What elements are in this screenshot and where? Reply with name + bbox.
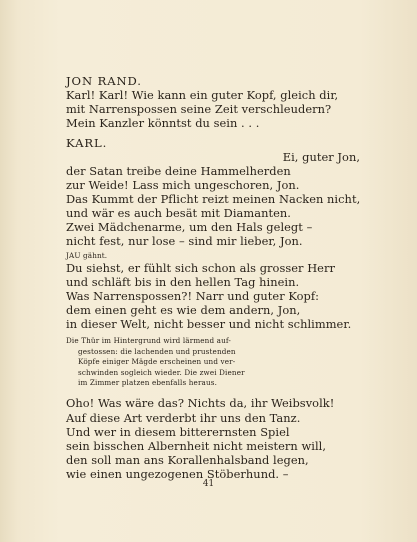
verse-line: Mein Kanzler könntst du sein . . . — [66, 116, 260, 131]
verse-line: Karl! Karl! Wie kann ein guter Kopf, gleich dir, — [66, 88, 339, 103]
stage-direction: Köpfe einiger Mägde erscheinen und ver- — [78, 357, 236, 367]
verse-line: der Satan treibe deine Hammelherden — [66, 163, 291, 178]
verse-line: mit Narrenspossen seine Zeit verschleudern? — [66, 102, 332, 117]
stage-direction: schwinden sogleich wieder. Die zwei Diener — [78, 367, 245, 377]
verse-line: Oho! Was wäre das? Nichts da, ihr Weibsvolk! — [66, 396, 335, 411]
verse-line: Das Kummt der Pflicht reizt meinen Nacken nicht, — [66, 192, 361, 207]
verse-line-right: Ei, guter Jon, — [282, 149, 360, 164]
verse-line: Auf diese Art verderbt ihr uns den Tanz. — [66, 410, 301, 425]
verse-line: dem einen geht es wie dem andern, Jon, — [66, 303, 301, 318]
speaker-karl: KARL. — [66, 135, 108, 150]
verse-line: sein bisschen Albernheit nicht meistern will, — [66, 438, 327, 453]
verse-line: Zwei Mädchenarme, um den Hals gelegt – — [66, 220, 313, 235]
verse-line: Und wer in diesem bitterernsten Spiel — [66, 424, 290, 439]
speaker-jon-rand: JON RAND. — [66, 74, 142, 88]
verse-line: zur Weide! Lass mich ungeschoren, Jon. — [66, 178, 300, 193]
verse-line: nicht fest, nur lose – sind mir lieber, Jon. — [66, 234, 303, 249]
stage-direction: Die Thür im Hintergrund wird lärmend auf- — [66, 336, 231, 346]
verse-line: den soll man ans Korallenhalsband legen, — [66, 452, 309, 467]
verse-line: wie einen ungezogenen Stöberhund. – — [66, 466, 289, 481]
stage-direction: gestossen: die lachenden und prustenden — [78, 346, 236, 356]
stage-direction-jau: JAU gähnt. — [66, 250, 108, 260]
verse-line: Du siehst, er fühlt sich schon als grosser Herr — [66, 260, 335, 275]
verse-line: und wär es auch besät mit Diamanten. — [66, 206, 291, 221]
verse-line: und schläft bis in den hellen Tag hinein. — [66, 275, 300, 290]
verse-line: in dieser Welt, nicht besser und nicht schlimmer. — [66, 317, 352, 332]
stage-direction: im Zimmer platzen ebenfalls heraus. — [78, 378, 218, 388]
page-number: 41 — [202, 479, 215, 489]
verse-line: Was Narrenspossen?! Narr und guter Kopf: — [66, 289, 320, 304]
page-text — [66, 74, 366, 481]
